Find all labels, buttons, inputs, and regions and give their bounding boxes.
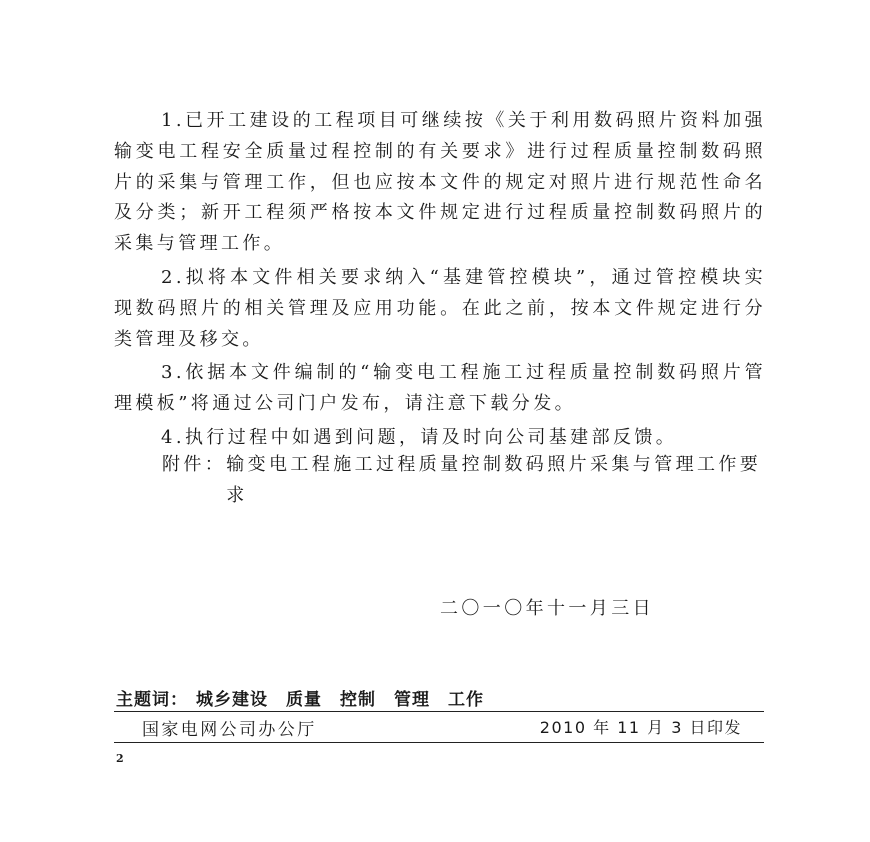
attachment-title: 输变电工程施工过程质量控制数码照片采集与管理工作要求 <box>226 454 762 506</box>
keyword: 质量 <box>286 690 322 710</box>
page-number: 2 <box>116 752 124 765</box>
paragraph-1: 1.已开工建设的工程项目可继续按《关于利用数码照片资料加强输变电工程安全质量过程控制的有关要求》进行过程质量控制数码照片的采集与管理工作，但也应按本文件的规定对照片进行规范性命名及分类；新开工程须严格按本文件规定进行过程质量控制数码照片的采集与管理工作。 <box>114 110 766 255</box>
attachment-label: 附件： <box>162 454 227 475</box>
keyword: 管理 <box>394 690 430 710</box>
keywords-label: 主题词： <box>116 690 188 710</box>
subject-keywords <box>116 685 494 710</box>
paragraph-3: 3.依据本文件编制的“输变电工程施工过程质量控制数码照片管理模板”将通过公司门户发布，请注意下载分发。 <box>114 362 766 415</box>
footer-rule-top <box>114 711 764 712</box>
footer-rule-bottom <box>114 742 764 743</box>
keyword: 控制 <box>340 690 376 710</box>
issuing-office: 国家电网公司办公厅 <box>142 720 317 740</box>
attachment-line <box>162 449 766 511</box>
issue-date: 2010 年 11 月 3 日印发 <box>539 718 742 737</box>
keyword: 城乡建设 <box>196 690 268 710</box>
keyword: 工作 <box>448 690 484 710</box>
paragraph-2: 2.拟将本文件相关要求纳入“基建管控模块”，通过管控模块实现数码照片的相关管理及应用功能。在此之前，按本文件规定进行分类管理及移交。 <box>114 266 766 350</box>
document-body <box>114 106 766 457</box>
document-date: 二〇一〇年十一月三日 <box>440 598 654 619</box>
paragraph-4: 4.执行过程中如遇到问题，请及时向公司基建部反馈。 <box>161 426 678 448</box>
